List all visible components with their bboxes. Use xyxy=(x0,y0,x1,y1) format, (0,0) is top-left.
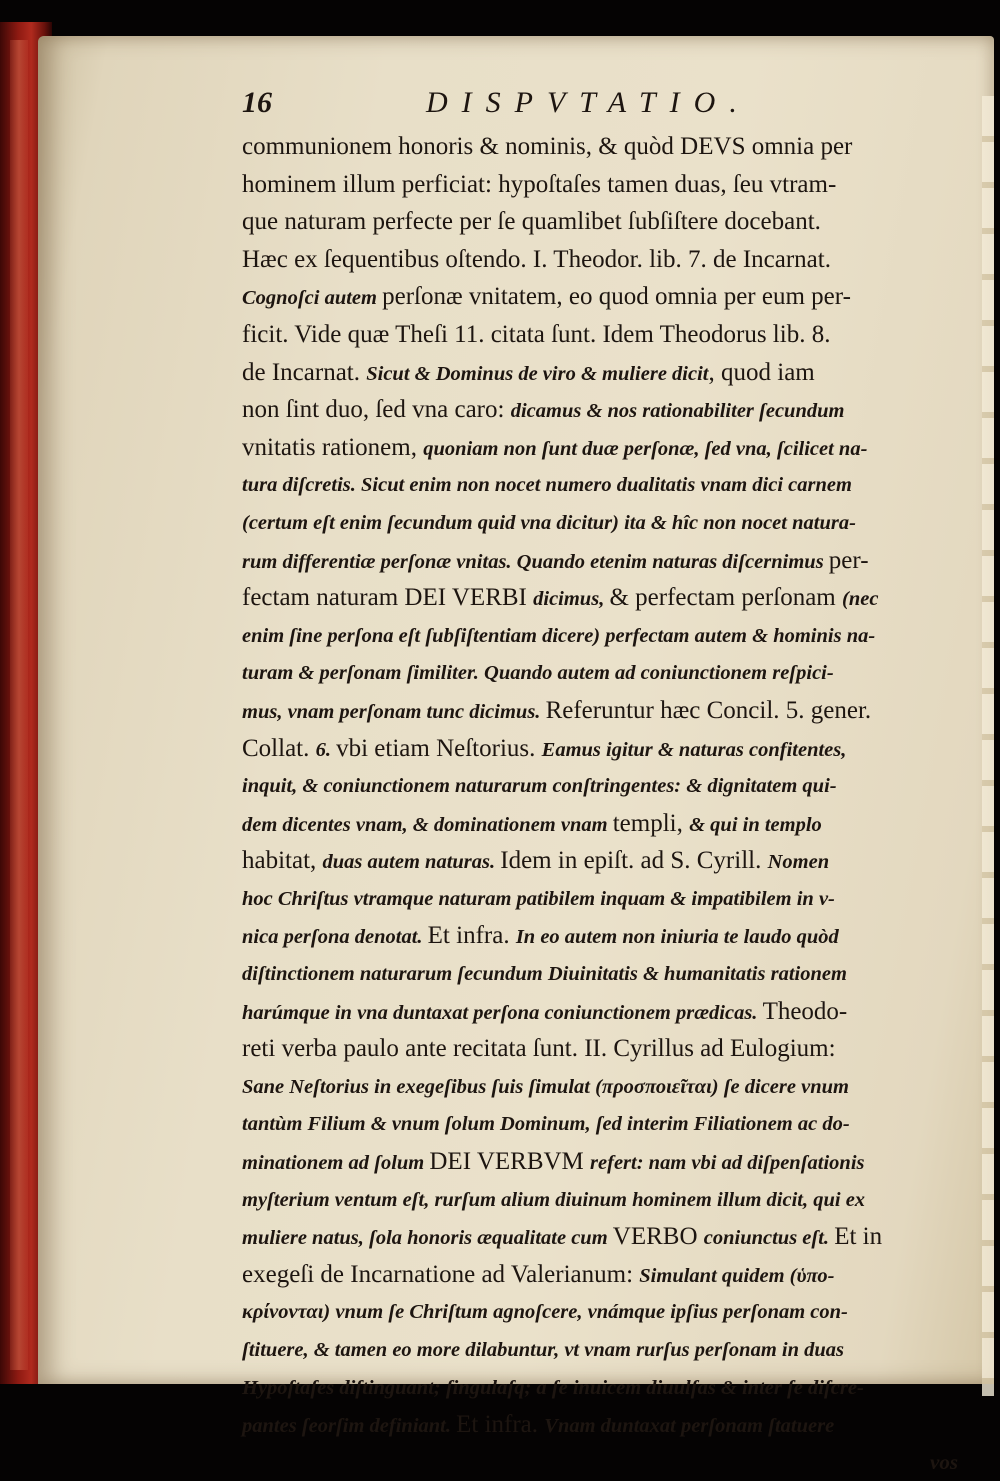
italic-text-segment: myſterium ventum eſt, rurſum alium diuinum hominem illum dicit, qui ex xyxy=(242,1188,866,1211)
text-line xyxy=(242,1369,964,1407)
italic-text-segment: Cognoſci autem xyxy=(242,287,383,310)
text-line xyxy=(242,880,964,918)
text-line xyxy=(242,579,964,617)
italic-text-segment: turam & perſonam ſimiliter. Quando autem ad coniunctionem reſpici- xyxy=(242,662,834,685)
text-line xyxy=(242,429,964,467)
italic-text-segment: mus, vnam perſonam tunc dicimus. xyxy=(242,700,546,723)
text-line xyxy=(242,1406,964,1444)
text-line xyxy=(242,354,964,392)
italic-text-segment: tantùm Filium & vnum ſolum Dominum, ſed interim Filiationem ac do- xyxy=(242,1113,850,1136)
text-line xyxy=(242,466,964,504)
italic-text-segment: dicimus, xyxy=(533,588,610,611)
roman-text-segment: Theodo- xyxy=(762,997,848,1025)
page-edge-tabs xyxy=(982,96,994,1396)
text-line xyxy=(242,842,964,880)
roman-text-segment: que naturam perfecte per ſe quamlibet ſubſiſtere docebant. xyxy=(242,208,821,236)
roman-text-segment: Et infra. xyxy=(456,1411,545,1439)
text-line xyxy=(242,1256,964,1294)
roman-text-segment: Idem in epiſt. ad S. Cyrill. xyxy=(500,847,768,875)
text-line xyxy=(242,654,964,692)
roman-text-segment: Hæc ex ſequentibus oſtendo. I. Theodor. lib. 7. de Incarnat. xyxy=(242,245,831,273)
roman-text-segment: , quod iam xyxy=(708,358,815,386)
roman-text-segment: fectam naturam DEI VERBI xyxy=(242,584,534,612)
text-line xyxy=(242,955,964,993)
text-line xyxy=(242,1068,964,1106)
italic-text-segment: Vnam duntaxat perſonam ſtatuere xyxy=(544,1415,835,1438)
running-title: DISPVTATIO. xyxy=(426,86,751,119)
text-line xyxy=(242,1218,964,1256)
italic-text-segment: refert: nam vbi ad diſpenſationis xyxy=(590,1152,865,1175)
italic-text-segment: minationem ad ſolum xyxy=(242,1152,430,1175)
text-line xyxy=(242,542,964,580)
italic-text-segment: Sicut & Dominus de viro & muliere dicit xyxy=(366,362,709,385)
italic-text-segment: In eo autem non iniuria te laudo quòd xyxy=(515,926,839,949)
roman-text-segment: vbi etiam Neſtorius. xyxy=(336,734,542,762)
roman-text-segment: & perfectam perſonam xyxy=(609,584,842,612)
roman-text-segment: DEI VERBVM xyxy=(429,1148,591,1176)
italic-text-segment: coniunctus eſt. xyxy=(703,1227,835,1250)
roman-text-segment: Collat. xyxy=(242,734,316,762)
italic-text-segment: dem dicentes vnam, & dominationem vnam xyxy=(242,813,613,836)
roman-text-segment: habitat, xyxy=(242,847,323,875)
roman-text-segment: vnitatis rationem, xyxy=(242,433,424,461)
text-line xyxy=(242,993,964,1031)
roman-text-segment: Et in xyxy=(834,1223,883,1251)
page-number: 16 xyxy=(242,86,272,119)
italic-text-segment: 6. xyxy=(315,738,337,761)
italic-text-segment: Eamus igitur & naturas confitentes, xyxy=(541,738,847,761)
text-line xyxy=(242,504,964,542)
roman-text-segment: perſonæ vnitatem, eo quod omnia per eum per- xyxy=(382,283,851,311)
italic-text-segment: duas autem naturas. xyxy=(322,851,501,874)
running-head xyxy=(242,76,964,128)
red-page-edge xyxy=(10,40,28,1370)
text-line xyxy=(242,692,964,730)
roman-text-segment: Referuntur hæc Concil. 5. gener. xyxy=(545,696,872,724)
italic-text-segment: Sane Neſtorius in exegeſibus ſuis ſimulat (προσποιεῖται) ſe dicere vnum xyxy=(242,1075,849,1098)
catchword: vos xyxy=(930,1449,958,1474)
italic-text-segment: Hypoſtaſes diſtinguant; ſingulaſq; a ſe inuicem diuulſas & inter ſe diſcre- xyxy=(242,1376,864,1399)
italic-text-segment: (nec xyxy=(842,588,879,611)
text-line xyxy=(242,1105,964,1143)
text-line xyxy=(242,1030,964,1068)
text-line xyxy=(242,1331,964,1369)
italic-text-segment: & qui in templo xyxy=(689,813,822,836)
italic-text-segment: Nomen xyxy=(767,851,830,874)
text-line xyxy=(242,730,964,768)
roman-text-segment: per- xyxy=(828,546,869,574)
roman-text-segment: non ſint duo, ſed vna caro: xyxy=(242,396,511,424)
text-line xyxy=(242,1181,964,1219)
italic-text-segment: muliere natus, ſola honoris æqualitate cum xyxy=(242,1227,613,1250)
text-block xyxy=(242,76,964,1481)
italic-text-segment: Simulant quidem (ὑπο- xyxy=(639,1264,835,1287)
italic-text-segment: κρίνονται) vnum ſe Chriſtum agnoſcere, vnámque ipſius perſonam con- xyxy=(242,1301,848,1324)
roman-text-segment: hominem illum perficiat: hypoſtaſes tamen duas, ſeu vtram- xyxy=(242,170,837,198)
italic-text-segment: ſtituere, & tamen eo more dilabuntur, vt vnam rurſus perſonam in duas xyxy=(242,1339,844,1361)
text-line xyxy=(242,278,964,316)
text-line xyxy=(242,128,964,166)
roman-text-segment: exegeſi de Incarnatione ad Valerianum: xyxy=(242,1260,640,1288)
italic-text-segment: harúmque in vna duntaxat perſona coniunctionem prædicas. xyxy=(242,1001,763,1024)
italic-text-segment: nica perſona denotat. xyxy=(242,926,428,949)
italic-text-segment: dicamus & nos rationabiliter ſecundum xyxy=(510,400,845,423)
text-line xyxy=(242,391,964,429)
text-line xyxy=(242,1293,964,1331)
italic-text-segment: inquit, & coniunctionem naturarum conſtringentes: & dignitatem qui- xyxy=(242,775,837,798)
text-line xyxy=(242,203,964,241)
italic-text-segment: diſtinctionem naturarum ſecundum Diuinitatis & humanitatis rationem xyxy=(242,963,847,986)
roman-text-segment: communionem honoris & nominis, & quòd DEVS omnia per xyxy=(242,133,853,160)
italic-text-segment: tura diſcretis. Sicut enim non nocet numero dualitatis vnam dici carnem xyxy=(242,474,852,497)
text-line xyxy=(242,166,964,204)
italic-text-segment: quoniam non ſunt duæ perſonæ, ſed vna, ſcilicet na- xyxy=(423,437,868,460)
roman-text-segment: reti verba paulo ante recitata ſunt. II. Cyrillus ad Eulogium: xyxy=(242,1035,836,1063)
italic-text-segment: rum differentiæ perſonæ vnitas. Quando etenim naturas diſcernimus xyxy=(242,550,829,573)
text-line xyxy=(242,767,964,805)
body-text xyxy=(242,128,964,1444)
roman-text-segment: Et infra. xyxy=(427,922,516,950)
italic-text-segment: enim ſine perſona eſt ſubſiſtentiam dicere) perfectam autem & hominis na- xyxy=(242,624,876,647)
text-line xyxy=(242,617,964,655)
italic-text-segment: hoc Chriſtus vtramque naturam patibilem inquam & impatibilem in v- xyxy=(242,887,835,910)
roman-text-segment: templi, xyxy=(612,809,690,837)
roman-text-segment: de Incarnat. xyxy=(242,358,367,386)
text-line xyxy=(242,241,964,279)
text-line xyxy=(242,1143,964,1181)
roman-text-segment: ficit. Vide quæ Theſi 11. citata ſunt. Idem Theodorus lib. 8. xyxy=(242,320,831,348)
italic-text-segment: (certum eſt enim ſecundum quid vna dicitur) ita & hîc non nocet natura- xyxy=(242,511,856,534)
text-line xyxy=(242,805,964,843)
roman-text-segment: VERBO xyxy=(612,1223,704,1251)
text-line xyxy=(242,917,964,955)
italic-text-segment: pantes ſeorſim definiant. xyxy=(242,1415,457,1438)
text-line xyxy=(242,316,964,354)
